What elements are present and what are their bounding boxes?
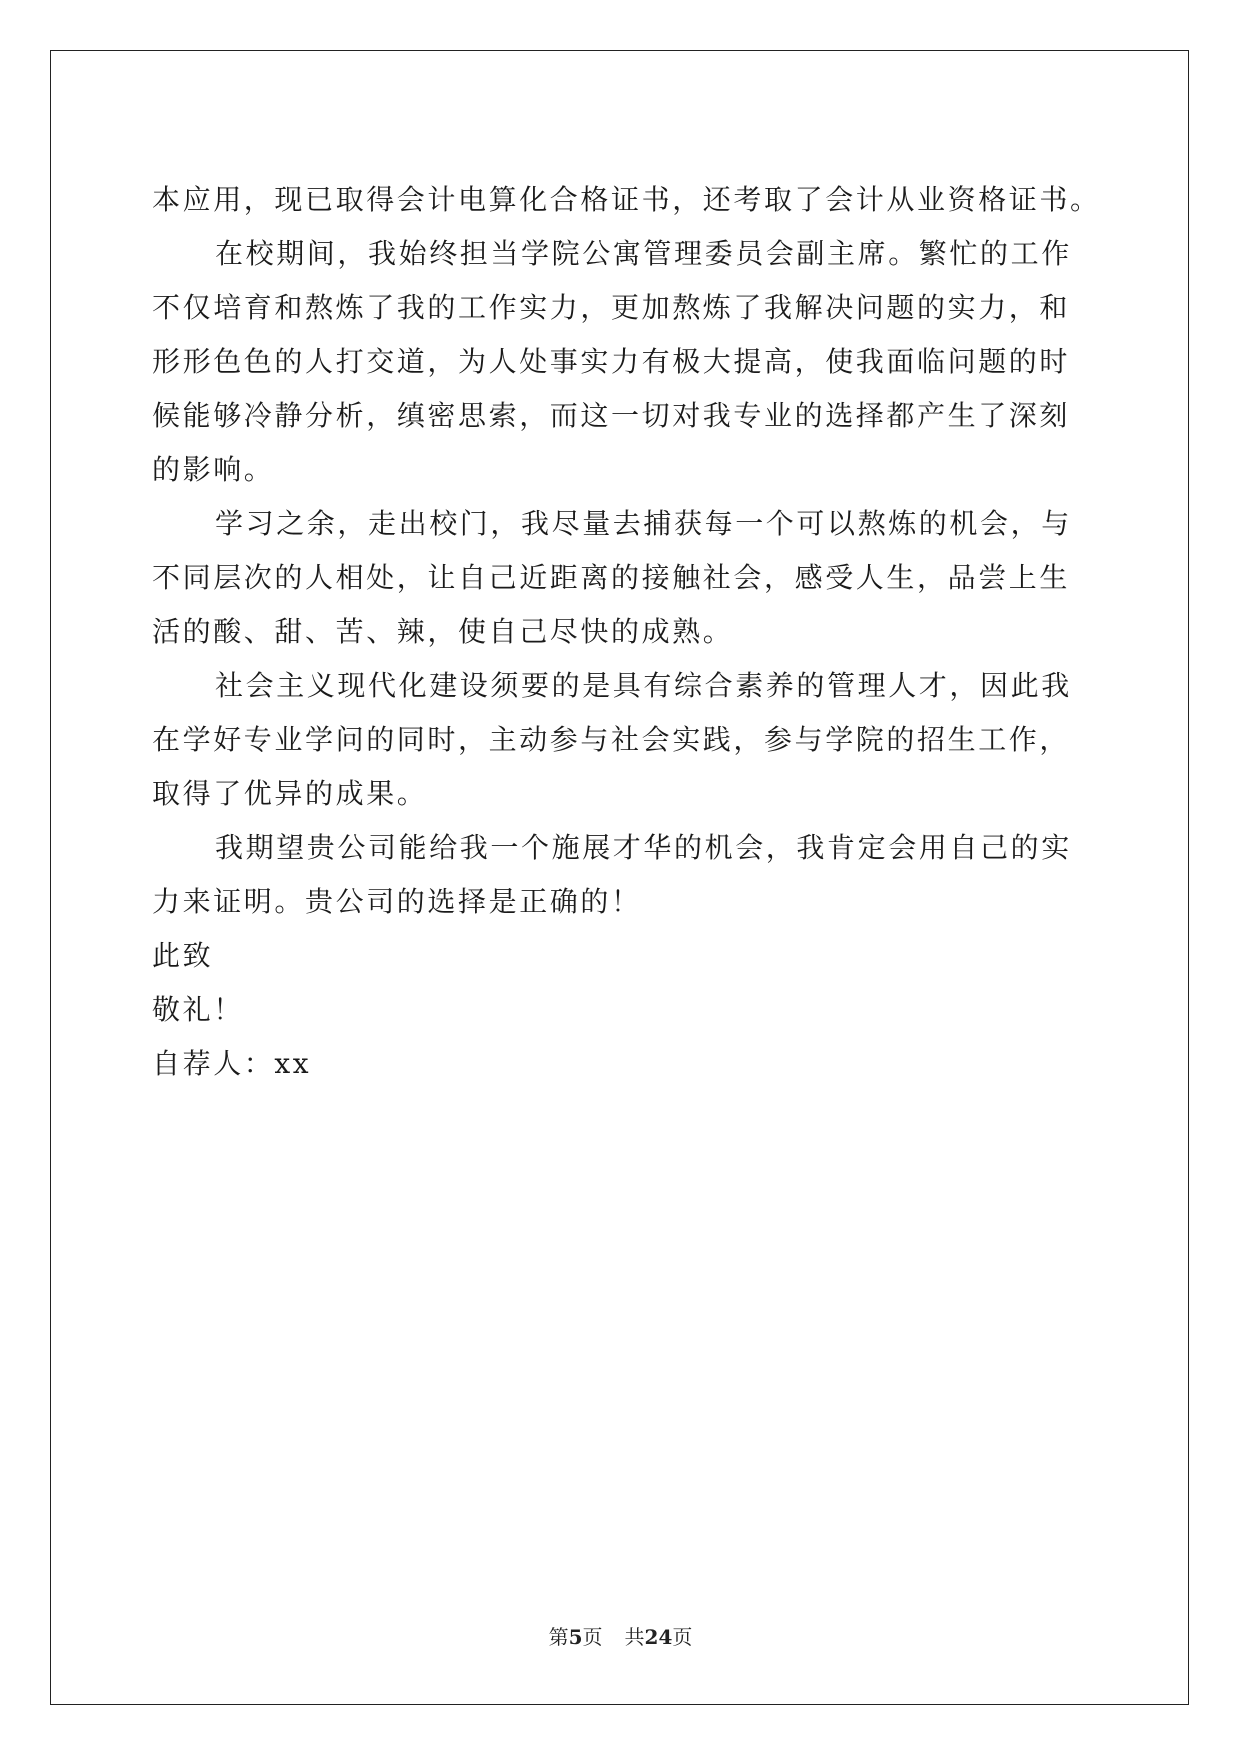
body-line: 在学好专业学问的同时，主动参与社会实践，参与学院的招生工作， xyxy=(152,723,1071,756)
body-line: 不仅培育和熬炼了我的工作实力，更加熬炼了我解决问题的实力，和 xyxy=(152,291,1071,324)
body-line: 不同层次的人相处，让自己近距离的接触社会，感受人生，品尝上生 xyxy=(152,561,1071,594)
total-suffix: 页 xyxy=(672,1625,693,1649)
body-line: 本应用，现已取得会计电算化合格证书，还考取了会计从业资格证书。 xyxy=(152,183,1101,216)
page-suffix: 页 xyxy=(582,1625,603,1649)
total-prefix: 共 xyxy=(624,1625,645,1649)
body-line: 的影响。 xyxy=(152,453,275,486)
body-line: 学习之余，走出校门，我尽量去捕获每一个可以熬炼的机会，与 xyxy=(215,507,1072,540)
total-pages: 24 xyxy=(644,1625,673,1649)
body-line: 我期望贵公司能给我一个施展才华的机会，我肯定会用自己的实 xyxy=(215,831,1072,864)
page-number: 5 xyxy=(568,1625,583,1649)
body-line: 候能够冷静分析，缜密思索，而这一切对我专业的选择都产生了深刻 xyxy=(152,399,1071,432)
body-line: 在校期间，我始终担当学院公寓管理委员会副主席。繁忙的工作 xyxy=(215,237,1072,270)
body-line: 取得了优异的成果。 xyxy=(152,777,428,810)
closing-regards: 敬礼！ xyxy=(152,993,244,1026)
page-prefix: 第 xyxy=(548,1625,569,1649)
body-line: 活的酸、甜、苦、辣，使自己尽快的成熟。 xyxy=(152,615,734,648)
closing-salutation: 此致 xyxy=(152,939,214,972)
signature-line: 自荐人：xx xyxy=(152,1047,312,1080)
body-line: 社会主义现代化建设须要的是具有综合素养的管理人才，因此我 xyxy=(215,669,1072,702)
body-line: 力来证明。贵公司的选择是正确的！ xyxy=(152,885,642,918)
page-footer xyxy=(0,1622,1241,1652)
body-line: 形形色色的人打交道，为人处事实力有极大提高，使我面临问题的时 xyxy=(152,345,1071,378)
letter-body xyxy=(152,159,1101,1104)
